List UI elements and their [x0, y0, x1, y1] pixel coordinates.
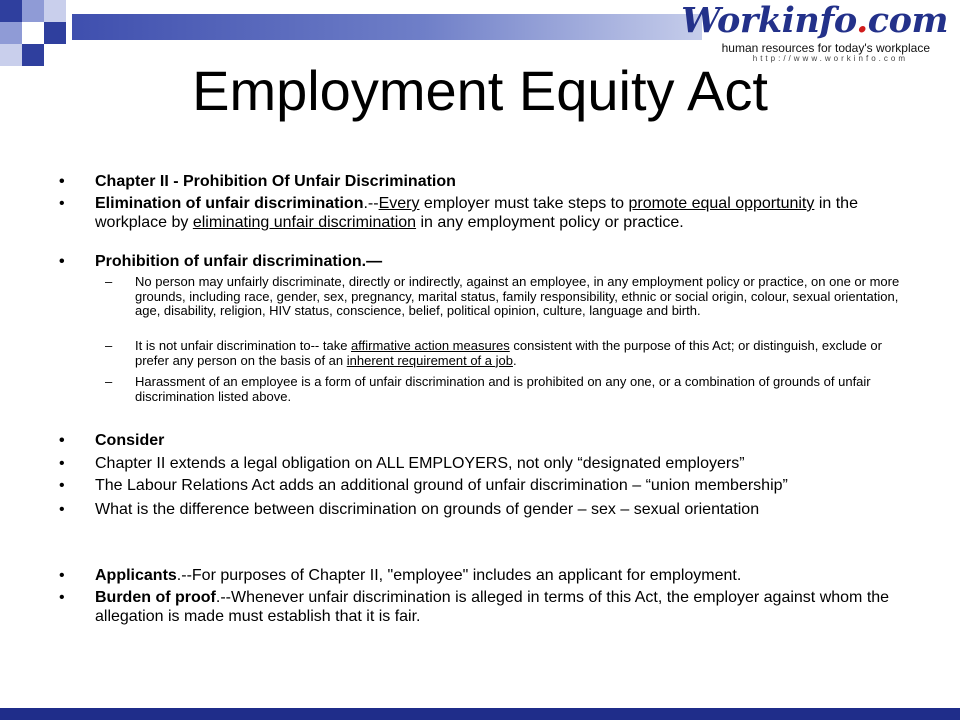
decor-square: [22, 0, 44, 22]
logo-tagline: human resources for today's workplace: [721, 41, 930, 55]
workinfo-logo: [681, 0, 952, 64]
bullet-consider: • Consider: [95, 431, 910, 450]
sub-bullet-no-person: – No person may unfairly discriminate, directly or indirectly, against an employee, in any employment policy or practice, on one or more grounds, including race, gender, sex, pregnancy, marital status, family responsibility, ethnic or social origin, colour, sexual orientation, age, disability, religion, HIV status, conscience, belief, political opinion, culture, language and birth.: [135, 275, 905, 319]
bullet-labour-relations: • The Labour Relations Act adds an additional ground of unfair discrimination – “union membership”: [95, 476, 910, 495]
bullet-chapter-heading: • Chapter II - Prohibition Of Unfair Discrimination: [95, 172, 910, 191]
bullet-elimination: • Elimination of unfair discrimination.--Every employer must take steps to promote equal opportunity in the workplace by eliminating unfair discrimination in any employment policy or practice.: [95, 194, 910, 232]
decor-square: [0, 22, 22, 44]
sub-bullet-harassment: – Harassment of an employee is a form of unfair discrimination and is prohibited on any one, or a combination of grounds of unfair discrimination listed above.: [135, 375, 905, 404]
footer-bar: [0, 708, 960, 720]
bullet-burden-of-proof: • Burden of proof.--Whenever unfair discrimination is alleged in terms of this Act, the employer against whom the allegation is made must establish that it is fair.: [95, 588, 910, 626]
decor-square: [22, 22, 44, 44]
decor-square: [44, 0, 66, 22]
logo-url: http://www.workinfo.com: [752, 54, 908, 63]
header-bar: [72, 14, 712, 40]
sub-bullet-not-unfair: – It is not unfair discrimination to-- take affirmative action measures consistent with the purpose of this Act; or distinguish, exclude or prefer any person on the basis of an inherent requirement of a job.: [135, 339, 905, 368]
decor-square: [44, 22, 66, 44]
bullet-chapter-ii-extends: • Chapter II extends a legal obligation on ALL EMPLOYERS, not only “designated employers”: [95, 454, 910, 473]
bullet-prohibition: • Prohibition of unfair discrimination.—: [95, 252, 910, 271]
decor-square: [0, 0, 22, 22]
bullet-applicants: • Applicants.--For purposes of Chapter II, "employee" includes an applicant for employment.: [95, 566, 910, 585]
logo-wordmark: Workinfo.com: [681, 0, 948, 41]
slide-title: Employment Equity Act: [192, 59, 768, 122]
bullet-difference: • What is the difference between discrimination on grounds of gender – sex – sexual orientation: [95, 500, 910, 519]
